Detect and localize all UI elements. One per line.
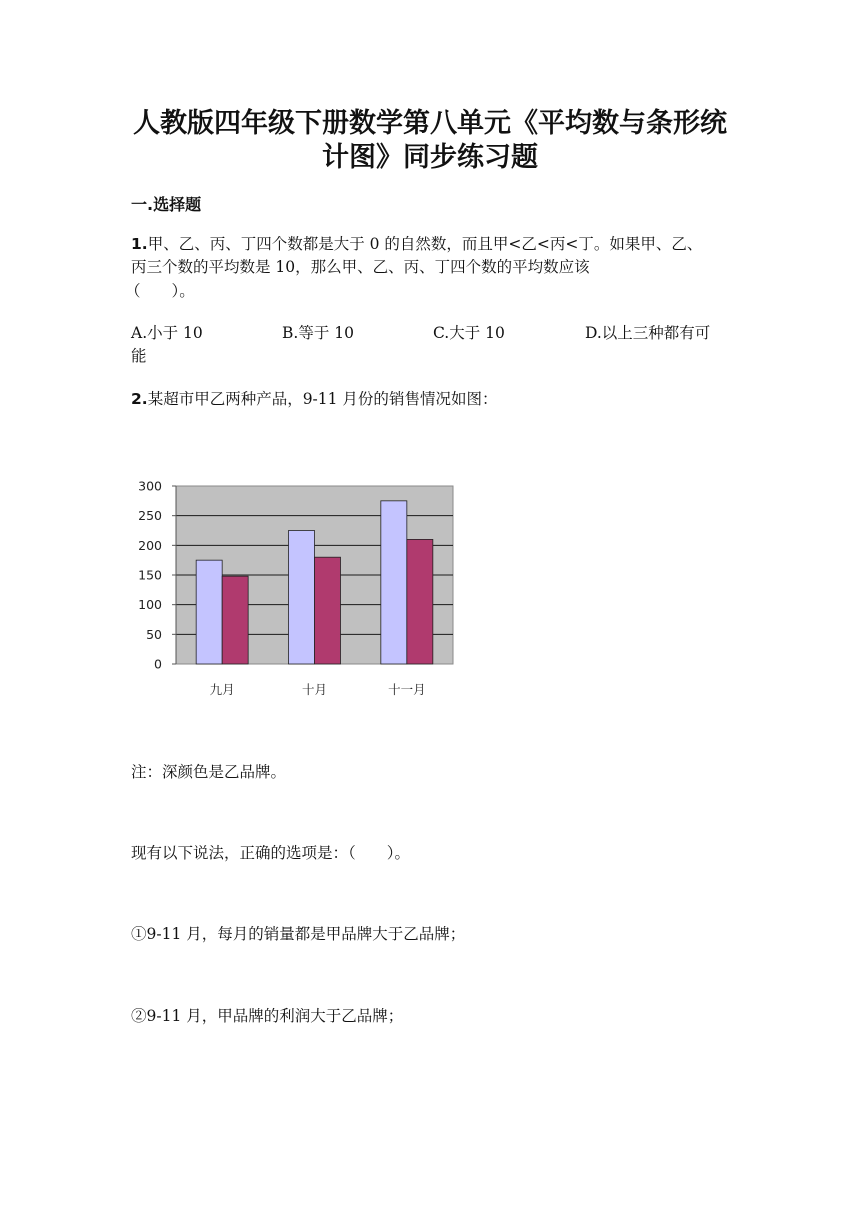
q1-text-1: 甲、乙、丙、丁四个数都是大于 0 的自然数，而且甲<乙<丙<丁。如果甲、乙、 bbox=[147, 235, 703, 253]
chart-bar-yi-3 bbox=[407, 539, 433, 664]
chart-y-tick-label: 50 bbox=[146, 626, 162, 642]
chart-y-tick-label: 150 bbox=[138, 567, 162, 583]
page-title-line-2: 计图》同步练习题 bbox=[322, 142, 538, 173]
q1-number: 1. bbox=[131, 235, 148, 253]
q2-stem: 某超市甲乙两种产品，9-11 月份的销售情况如图： bbox=[147, 390, 498, 408]
q2-prompt: 现有以下说法，正确的选项是：（ ）。 bbox=[131, 844, 411, 862]
q1-option-d[interactable]: D.以上三种都有可 bbox=[585, 324, 711, 342]
q1-option-d-cont: 能 bbox=[131, 347, 147, 365]
chart-x-tick-label: 十月 bbox=[301, 682, 328, 697]
q1-option-c[interactable]: C.大于 10 bbox=[433, 324, 505, 342]
chart-bar-jia-2 bbox=[289, 531, 315, 665]
q1-line-3: （ ）。 bbox=[125, 282, 195, 300]
q1-option-a[interactable]: A.小于 10 bbox=[131, 324, 203, 342]
chart-bar-jia-3 bbox=[381, 501, 407, 664]
chart-x-ticks bbox=[210, 682, 426, 697]
q1-line-1 bbox=[131, 233, 702, 255]
q1-option-b[interactable]: B.等于 10 bbox=[282, 324, 354, 342]
chart-x-tick-label: 九月 bbox=[209, 682, 235, 697]
chart-y-ticks bbox=[138, 479, 176, 672]
section-heading: 一.选择题 bbox=[131, 195, 202, 214]
chart-y-tick-label: 300 bbox=[138, 478, 162, 494]
chart-bar-yi-2 bbox=[315, 557, 341, 664]
chart-bar-jia-1 bbox=[196, 560, 222, 664]
q2-number: 2. bbox=[131, 390, 148, 408]
q2-line-1 bbox=[131, 388, 497, 410]
chart-bar-yi-1 bbox=[222, 576, 248, 664]
chart-x-tick-label: 十一月 bbox=[388, 682, 426, 697]
chart-y-tick-label: 100 bbox=[138, 597, 162, 613]
page-title-line-1: 人教版四年级下册数学第八单元《平均数与条形统 bbox=[133, 108, 727, 139]
q2-statement-2[interactable]: ②9-11 月，甲品牌的利润大于乙品牌； bbox=[131, 1007, 404, 1025]
chart-y-tick-label: 200 bbox=[138, 537, 162, 553]
chart-y-tick-label: 250 bbox=[138, 508, 162, 524]
chart-y-tick-label: 0 bbox=[154, 656, 162, 672]
q2-note: 注：深颜色是乙品牌。 bbox=[131, 763, 287, 781]
q1-line-2: 丙三个数的平均数是 10，那么甲、乙、丙、丁四个数的平均数应该 bbox=[131, 258, 590, 276]
sales-bar-chart bbox=[130, 470, 460, 710]
q2-statement-1[interactable]: ①9-11 月，每月的销量都是甲品牌大于乙品牌； bbox=[131, 925, 466, 943]
